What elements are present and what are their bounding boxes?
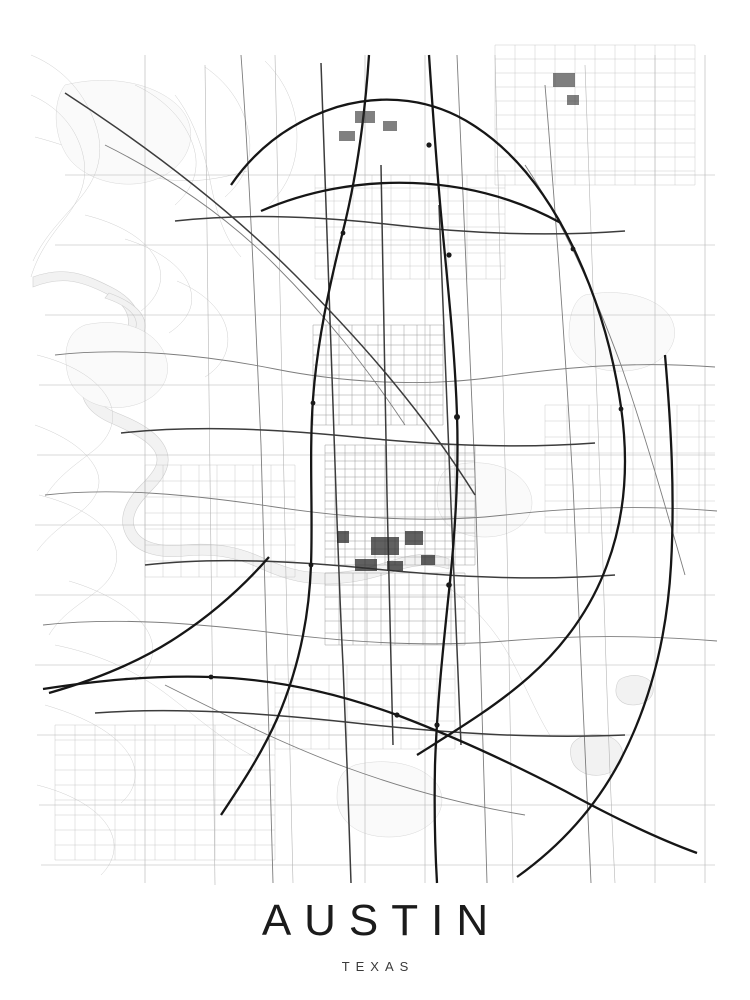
page-title: AUSTIN — [261, 896, 502, 945]
street-map-svg — [25, 25, 725, 885]
poster-caption — [0, 895, 750, 975]
map-canvas[interactable] — [25, 25, 725, 885]
region-subtitle: TEXAS — [341, 959, 415, 974]
